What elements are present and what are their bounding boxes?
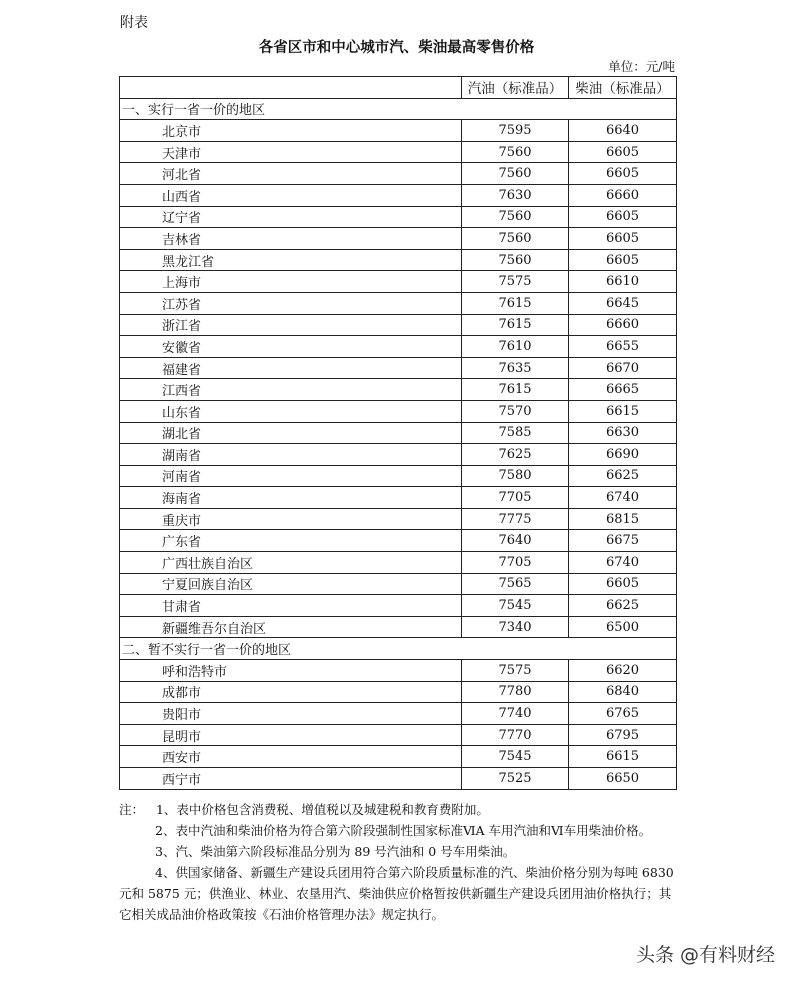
table-row — [120, 314, 677, 336]
table-row — [120, 336, 677, 358]
diesel-price: 6605 — [569, 228, 677, 250]
diesel-price: 6500 — [569, 616, 677, 638]
section-title: 二、暂不实行一省一价的地区 — [120, 638, 677, 660]
table-row — [120, 724, 677, 746]
diesel-price: 6675 — [569, 530, 677, 552]
note-item-4: 4、供国家储备、新疆生产建设兵团用符合第六阶段质量标准的汽、柴油价格分别为每吨 6830 元和 5875 元；供渔业、林业、农垦用汽、柴油供应价格暂按供新疆生产建设兵团用油价格执行；其它相关成品油价格政策按《石油价格管理办法》规定执行。 — [119, 865, 674, 922]
gasoline-price: 7340 — [462, 616, 569, 638]
gasoline-price: 7525 — [462, 768, 569, 790]
gasoline-price: 7545 — [462, 746, 569, 768]
region-name: 西安市 — [120, 746, 462, 768]
note-item-3: 3、汽、柴油第六阶段标准品分别为 89 号汽油和 0 号车用柴油。 — [155, 844, 516, 859]
region-name: 北京市 — [120, 120, 462, 142]
diesel-price: 6740 — [569, 487, 677, 509]
unit-label: 单位：元/吨 — [608, 59, 675, 74]
region-name: 湖北省 — [120, 422, 462, 444]
watermark: 头条 @有料财经 — [635, 944, 775, 966]
table-row — [120, 271, 677, 293]
section-row — [120, 638, 677, 660]
gasoline-price: 7780 — [462, 681, 569, 703]
gasoline-price: 7575 — [462, 271, 569, 293]
diesel-price: 6670 — [569, 357, 677, 379]
diesel-price: 6640 — [569, 120, 677, 142]
region-name: 山东省 — [120, 400, 462, 422]
gasoline-price: 7560 — [462, 249, 569, 271]
header-name-cell — [120, 77, 462, 99]
gasoline-price: 7560 — [462, 141, 569, 163]
region-name: 山西省 — [120, 184, 462, 206]
table-row — [120, 530, 677, 552]
diesel-price: 6690 — [569, 444, 677, 466]
region-name: 黑龙江省 — [120, 249, 462, 271]
table-row — [120, 444, 677, 466]
gasoline-price: 7610 — [462, 336, 569, 358]
gasoline-price: 7625 — [462, 444, 569, 466]
diesel-price: 6740 — [569, 552, 677, 574]
region-name: 新疆维吾尔自治区 — [120, 616, 462, 638]
gasoline-price: 7580 — [462, 465, 569, 487]
region-name: 昆明市 — [120, 724, 462, 746]
gasoline-price: 7560 — [462, 228, 569, 250]
note-text: 1、表中价格包含消费税、增值税以及城建税和教育费附加。 — [155, 802, 489, 817]
region-name: 安徽省 — [120, 336, 462, 358]
region-name: 呼和浩特市 — [120, 660, 462, 682]
region-name: 成都市 — [120, 681, 462, 703]
table-row — [120, 357, 677, 379]
table-row — [120, 379, 677, 401]
table-row — [120, 746, 677, 768]
header-diesel: 柴油（标准品） — [569, 77, 677, 99]
gasoline-price: 7585 — [462, 422, 569, 444]
region-name: 贵阳市 — [120, 703, 462, 725]
gasoline-price: 7615 — [462, 379, 569, 401]
table-row — [120, 508, 677, 530]
note-item-2: 2、表中汽油和柴油价格为符合第六阶段强制性国家标准ⅥA 车用汽油和Ⅵ车用柴油价格。 — [155, 823, 652, 838]
table-row — [120, 703, 677, 725]
diesel-price: 6605 — [569, 206, 677, 228]
table-row — [120, 552, 677, 574]
price-table-header — [120, 77, 677, 99]
region-name: 宁夏回族自治区 — [120, 573, 462, 595]
gasoline-price: 7560 — [462, 163, 569, 185]
gasoline-price: 7775 — [462, 508, 569, 530]
gasoline-price: 7640 — [462, 530, 569, 552]
document-title: 各省区市和中心城市汽、柴油最高零售价格 — [258, 40, 535, 56]
header-row — [120, 77, 677, 99]
header-gasoline: 汽油（标准品） — [462, 77, 569, 99]
region-name: 甘肃省 — [120, 595, 462, 617]
region-name: 吉林省 — [120, 228, 462, 250]
diesel-price: 6630 — [569, 422, 677, 444]
table-row — [120, 616, 677, 638]
table-row — [120, 228, 677, 250]
region-name: 上海市 — [120, 271, 462, 293]
gasoline-price: 7630 — [462, 184, 569, 206]
notes — [119, 799, 679, 925]
diesel-price: 6615 — [569, 746, 677, 768]
gasoline-price: 7705 — [462, 487, 569, 509]
price-table-body — [120, 98, 677, 789]
diesel-price: 6610 — [569, 271, 677, 293]
table-row — [120, 681, 677, 703]
note-item-1 — [119, 799, 679, 820]
table-row — [120, 163, 677, 185]
diesel-price: 6615 — [569, 400, 677, 422]
diesel-price: 6625 — [569, 465, 677, 487]
table-row — [120, 573, 677, 595]
table-row — [120, 120, 677, 142]
region-name: 江苏省 — [120, 292, 462, 314]
table-row — [120, 465, 677, 487]
gasoline-price: 7740 — [462, 703, 569, 725]
section-row — [120, 98, 677, 120]
region-name: 浙江省 — [120, 314, 462, 336]
table-row — [120, 422, 677, 444]
region-name: 湖南省 — [120, 444, 462, 466]
diesel-price: 6605 — [569, 163, 677, 185]
diesel-price: 6765 — [569, 703, 677, 725]
table-row — [120, 487, 677, 509]
region-name: 江西省 — [120, 379, 462, 401]
price-table — [119, 76, 677, 790]
region-name: 福建省 — [120, 357, 462, 379]
region-name: 河北省 — [120, 163, 462, 185]
table-row — [120, 595, 677, 617]
region-name: 河南省 — [120, 465, 462, 487]
region-name: 海南省 — [120, 487, 462, 509]
attachment-label: 附表 — [120, 15, 148, 31]
diesel-price: 6795 — [569, 724, 677, 746]
diesel-price: 6660 — [569, 184, 677, 206]
gasoline-price: 7770 — [462, 724, 569, 746]
gasoline-price: 7575 — [462, 660, 569, 682]
gasoline-price: 7545 — [462, 595, 569, 617]
gasoline-price: 7635 — [462, 357, 569, 379]
region-name: 天津市 — [120, 141, 462, 163]
gasoline-price: 7560 — [462, 206, 569, 228]
diesel-price: 6815 — [569, 508, 677, 530]
table-row — [120, 141, 677, 163]
table-row — [120, 768, 677, 790]
gasoline-price: 7570 — [462, 400, 569, 422]
notes-prefix: 注： — [119, 802, 145, 817]
gasoline-price: 7615 — [462, 292, 569, 314]
diesel-price: 6660 — [569, 314, 677, 336]
region-name: 辽宁省 — [120, 206, 462, 228]
diesel-price: 6625 — [569, 595, 677, 617]
table-row — [120, 660, 677, 682]
region-name: 重庆市 — [120, 508, 462, 530]
gasoline-price: 7705 — [462, 552, 569, 574]
diesel-price: 6655 — [569, 336, 677, 358]
diesel-price: 6645 — [569, 292, 677, 314]
gasoline-price: 7595 — [462, 120, 569, 142]
diesel-price: 6605 — [569, 141, 677, 163]
diesel-price: 6605 — [569, 249, 677, 271]
gasoline-price: 7565 — [462, 573, 569, 595]
table-row — [120, 400, 677, 422]
section-title: 一、实行一省一价的地区 — [120, 98, 677, 120]
region-name: 广东省 — [120, 530, 462, 552]
table-row — [120, 292, 677, 314]
table-row — [120, 184, 677, 206]
table-row — [120, 249, 677, 271]
diesel-price: 6620 — [569, 660, 677, 682]
region-name: 广西壮族自治区 — [120, 552, 462, 574]
diesel-price: 6650 — [569, 768, 677, 790]
diesel-price: 6840 — [569, 681, 677, 703]
table-row — [120, 206, 677, 228]
diesel-price: 6605 — [569, 573, 677, 595]
diesel-price: 6665 — [569, 379, 677, 401]
gasoline-price: 7615 — [462, 314, 569, 336]
region-name: 西宁市 — [120, 768, 462, 790]
